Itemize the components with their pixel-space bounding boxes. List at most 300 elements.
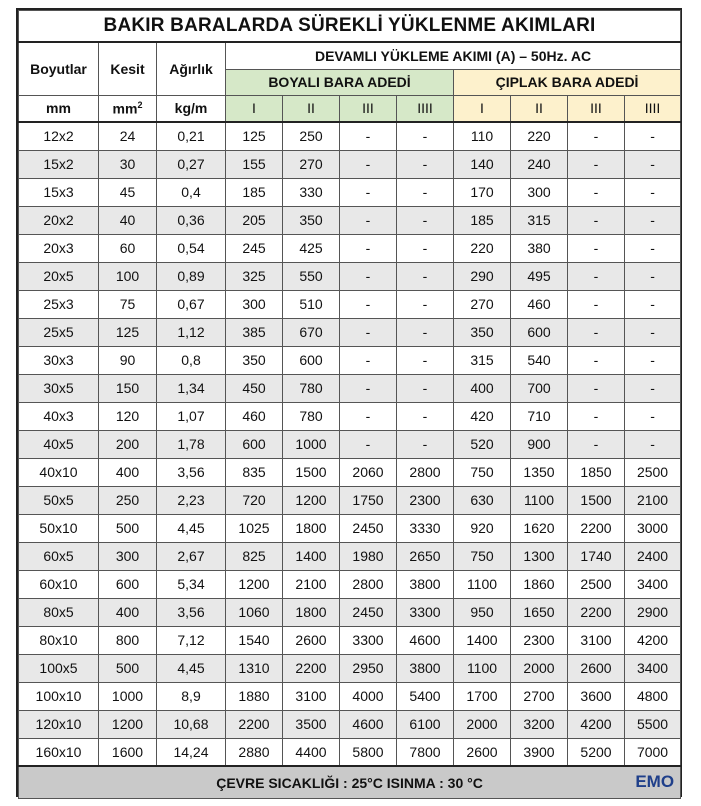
cell-painted-1: 2200 <box>226 710 283 738</box>
cell-kesit: 90 <box>99 346 157 374</box>
table-row <box>19 570 681 598</box>
cell-bare-1: 2600 <box>454 738 511 766</box>
cell-boyut: 60x10 <box>19 570 99 598</box>
cell-bare-3: 3100 <box>568 626 625 654</box>
cell-painted-3: 2800 <box>340 570 397 598</box>
cell-painted-4: - <box>397 262 454 290</box>
painted-sub-3: III <box>340 95 397 122</box>
cell-painted-3: 2950 <box>340 654 397 682</box>
cell-painted-1: 185 <box>226 178 283 206</box>
cell-agirlik: 0,36 <box>157 206 226 234</box>
cell-agirlik: 0,27 <box>157 150 226 178</box>
unit-kesit <box>99 95 157 122</box>
cell-bare-2: 540 <box>511 346 568 374</box>
cell-agirlik: 5,34 <box>157 570 226 598</box>
cell-boyut: 50x10 <box>19 514 99 542</box>
cell-bare-1: 1700 <box>454 682 511 710</box>
cell-painted-3: 4000 <box>340 682 397 710</box>
cell-painted-1: 450 <box>226 374 283 402</box>
cell-boyut: 40x5 <box>19 430 99 458</box>
cell-bare-2: 2000 <box>511 654 568 682</box>
cell-bare-4: - <box>625 402 681 430</box>
cell-bare-4: - <box>625 318 681 346</box>
cell-painted-4: - <box>397 346 454 374</box>
cell-bare-4: - <box>625 374 681 402</box>
cell-bare-2: 240 <box>511 150 568 178</box>
cell-bare-2: 700 <box>511 374 568 402</box>
cell-agirlik: 2,23 <box>157 486 226 514</box>
cell-painted-1: 1540 <box>226 626 283 654</box>
bare-sub-1: I <box>454 95 511 122</box>
cell-bare-1: 920 <box>454 514 511 542</box>
table-row <box>19 626 681 654</box>
table-row <box>19 374 681 402</box>
table-row <box>19 682 681 710</box>
cell-painted-1: 300 <box>226 290 283 318</box>
cell-painted-4: - <box>397 402 454 430</box>
cell-agirlik: 1,78 <box>157 430 226 458</box>
cell-bare-1: 630 <box>454 486 511 514</box>
table-row <box>19 290 681 318</box>
cell-painted-2: 1200 <box>283 486 340 514</box>
table-row <box>19 738 681 766</box>
cell-boyut: 120x10 <box>19 710 99 738</box>
cell-bare-1: 185 <box>454 206 511 234</box>
table-row <box>19 206 681 234</box>
cell-painted-2: 1000 <box>283 430 340 458</box>
cell-painted-2: 3100 <box>283 682 340 710</box>
cell-painted-4: - <box>397 318 454 346</box>
cell-bare-2: 710 <box>511 402 568 430</box>
cell-kesit: 30 <box>99 150 157 178</box>
cell-boyut: 30x3 <box>19 346 99 374</box>
table-row <box>19 486 681 514</box>
cell-painted-1: 835 <box>226 458 283 486</box>
cell-boyut: 40x10 <box>19 458 99 486</box>
cell-painted-1: 205 <box>226 206 283 234</box>
cell-painted-4: 6100 <box>397 710 454 738</box>
cell-painted-1: 600 <box>226 430 283 458</box>
cell-bare-4: 4200 <box>625 626 681 654</box>
cell-painted-1: 460 <box>226 402 283 430</box>
cell-boyut: 60x5 <box>19 542 99 570</box>
cell-bare-3: - <box>568 430 625 458</box>
cell-bare-4: - <box>625 206 681 234</box>
cell-boyut: 15x3 <box>19 178 99 206</box>
cell-painted-3: - <box>340 402 397 430</box>
cell-painted-2: 2600 <box>283 626 340 654</box>
cell-agirlik: 0,4 <box>157 178 226 206</box>
table-row <box>19 178 681 206</box>
unit-boyutlar: mm <box>19 95 99 122</box>
cell-painted-3: - <box>340 290 397 318</box>
cell-painted-1: 245 <box>226 234 283 262</box>
cell-boyut: 20x5 <box>19 262 99 290</box>
table-row <box>19 402 681 430</box>
cell-bare-1: 750 <box>454 458 511 486</box>
col-header-kesit: Kesit <box>99 42 157 95</box>
cell-kesit: 1200 <box>99 710 157 738</box>
cell-painted-2: 670 <box>283 318 340 346</box>
cell-painted-2: 350 <box>283 206 340 234</box>
cell-painted-3: - <box>340 346 397 374</box>
cell-bare-4: - <box>625 178 681 206</box>
table-row <box>19 234 681 262</box>
cell-painted-2: 250 <box>283 122 340 150</box>
cell-agirlik: 0,67 <box>157 290 226 318</box>
cell-agirlik: 0,54 <box>157 234 226 262</box>
cell-painted-2: 550 <box>283 262 340 290</box>
cell-bare-4: 2900 <box>625 598 681 626</box>
cell-painted-2: 780 <box>283 374 340 402</box>
cell-boyut: 100x5 <box>19 654 99 682</box>
cell-painted-1: 720 <box>226 486 283 514</box>
table-row <box>19 262 681 290</box>
cell-painted-2: 1500 <box>283 458 340 486</box>
emo-logo: EMO <box>635 772 675 791</box>
cell-bare-4: 3400 <box>625 654 681 682</box>
cell-bare-3: - <box>568 178 625 206</box>
cell-painted-3: 4600 <box>340 710 397 738</box>
cell-kesit: 60 <box>99 234 157 262</box>
cell-agirlik: 1,07 <box>157 402 226 430</box>
cell-agirlik: 0,21 <box>157 122 226 150</box>
cell-painted-3: - <box>340 206 397 234</box>
cell-painted-1: 2880 <box>226 738 283 766</box>
cell-painted-4: 2800 <box>397 458 454 486</box>
cell-agirlik: 3,56 <box>157 458 226 486</box>
cell-painted-1: 350 <box>226 346 283 374</box>
cell-painted-4: - <box>397 430 454 458</box>
cell-painted-3: - <box>340 262 397 290</box>
cell-painted-1: 1200 <box>226 570 283 598</box>
cell-bare-1: 220 <box>454 234 511 262</box>
cell-bare-4: - <box>625 346 681 374</box>
cell-painted-1: 1310 <box>226 654 283 682</box>
cell-painted-1: 1880 <box>226 682 283 710</box>
cell-painted-4: 5400 <box>397 682 454 710</box>
cell-bare-2: 1860 <box>511 570 568 598</box>
cell-bare-1: 1100 <box>454 570 511 598</box>
cell-painted-3: 3300 <box>340 626 397 654</box>
cell-bare-3: - <box>568 374 625 402</box>
cell-bare-4: 7000 <box>625 738 681 766</box>
cell-boyut: 15x2 <box>19 150 99 178</box>
cell-painted-4: 3800 <box>397 570 454 598</box>
cell-kesit: 40 <box>99 206 157 234</box>
cell-bare-1: 140 <box>454 150 511 178</box>
cell-kesit: 125 <box>99 318 157 346</box>
cell-bare-2: 2700 <box>511 682 568 710</box>
cell-painted-4: 3330 <box>397 514 454 542</box>
table-row <box>19 514 681 542</box>
cell-bare-4: 2100 <box>625 486 681 514</box>
table-row <box>19 346 681 374</box>
cell-bare-3: 1740 <box>568 542 625 570</box>
painted-sub-4: IIII <box>397 95 454 122</box>
cell-bare-2: 3200 <box>511 710 568 738</box>
cell-painted-4: 7800 <box>397 738 454 766</box>
cell-painted-4: - <box>397 374 454 402</box>
cell-painted-3: 5800 <box>340 738 397 766</box>
table-row <box>19 710 681 738</box>
cell-kesit: 120 <box>99 402 157 430</box>
cell-painted-1: 1025 <box>226 514 283 542</box>
cell-bare-2: 315 <box>511 206 568 234</box>
cell-kesit: 1600 <box>99 738 157 766</box>
cell-painted-4: 2300 <box>397 486 454 514</box>
painted-sub-2: II <box>283 95 340 122</box>
cell-bare-4: - <box>625 430 681 458</box>
cell-painted-3: 2450 <box>340 598 397 626</box>
cell-boyut: 20x3 <box>19 234 99 262</box>
cell-painted-2: 510 <box>283 290 340 318</box>
cell-agirlik: 0,89 <box>157 262 226 290</box>
cell-bare-2: 495 <box>511 262 568 290</box>
cell-bare-2: 2300 <box>511 626 568 654</box>
cell-boyut: 80x10 <box>19 626 99 654</box>
cell-bare-2: 300 <box>511 178 568 206</box>
cell-bare-4: 5500 <box>625 710 681 738</box>
table-body <box>19 122 681 766</box>
cell-kesit: 100 <box>99 262 157 290</box>
cell-boyut: 160x10 <box>19 738 99 766</box>
cell-bare-3: 2500 <box>568 570 625 598</box>
cell-painted-3: 1750 <box>340 486 397 514</box>
cell-bare-1: 110 <box>454 122 511 150</box>
cell-painted-4: 4600 <box>397 626 454 654</box>
table-row <box>19 122 681 150</box>
cell-agirlik: 1,34 <box>157 374 226 402</box>
cell-painted-2: 425 <box>283 234 340 262</box>
cell-painted-2: 2200 <box>283 654 340 682</box>
cell-bare-3: - <box>568 318 625 346</box>
unit-kesit-base: mm <box>112 100 138 117</box>
cell-boyut: 100x10 <box>19 682 99 710</box>
footer-conditions: ÇEVRE SICAKLIĞI : 25°C ISINMA : 30 °C <box>216 774 483 791</box>
cell-bare-4: - <box>625 262 681 290</box>
cell-painted-3: - <box>340 150 397 178</box>
cell-painted-2: 780 <box>283 402 340 430</box>
cell-painted-3: - <box>340 318 397 346</box>
cell-agirlik: 14,24 <box>157 738 226 766</box>
cell-bare-4: 3000 <box>625 514 681 542</box>
cell-bare-2: 1100 <box>511 486 568 514</box>
cell-painted-4: - <box>397 206 454 234</box>
cell-agirlik: 8,9 <box>157 682 226 710</box>
cell-bare-2: 1620 <box>511 514 568 542</box>
cell-painted-2: 1400 <box>283 542 340 570</box>
cell-boyut: 40x3 <box>19 402 99 430</box>
bare-sub-4: IIII <box>625 95 681 122</box>
cell-bare-1: 290 <box>454 262 511 290</box>
cell-boyut: 25x5 <box>19 318 99 346</box>
cell-bare-3: 2200 <box>568 598 625 626</box>
col-header-boyutlar: Boyutlar <box>19 42 99 95</box>
cell-kesit: 75 <box>99 290 157 318</box>
cell-bare-3: 3600 <box>568 682 625 710</box>
cell-bare-2: 220 <box>511 122 568 150</box>
cell-bare-1: 1400 <box>454 626 511 654</box>
cell-painted-2: 1800 <box>283 598 340 626</box>
cell-painted-4: - <box>397 150 454 178</box>
unit-kesit-sup: 2 <box>137 99 143 110</box>
cell-bare-3: - <box>568 290 625 318</box>
cell-painted-3: - <box>340 178 397 206</box>
cell-painted-4: - <box>397 122 454 150</box>
cell-kesit: 250 <box>99 486 157 514</box>
cell-kesit: 500 <box>99 654 157 682</box>
cell-bare-4: - <box>625 122 681 150</box>
cell-kesit: 400 <box>99 598 157 626</box>
cell-painted-4: 2650 <box>397 542 454 570</box>
cell-painted-4: - <box>397 290 454 318</box>
cell-painted-4: - <box>397 178 454 206</box>
table-row <box>19 430 681 458</box>
cell-bare-2: 380 <box>511 234 568 262</box>
cell-kesit: 45 <box>99 178 157 206</box>
cell-bare-3: 4200 <box>568 710 625 738</box>
cell-bare-3: 1850 <box>568 458 625 486</box>
cell-painted-3: - <box>340 122 397 150</box>
unit-agirlik: kg/m <box>157 95 226 122</box>
ampacity-table <box>18 10 681 799</box>
cell-bare-3: - <box>568 262 625 290</box>
cell-painted-4: - <box>397 234 454 262</box>
table-row <box>19 654 681 682</box>
cell-boyut: 80x5 <box>19 598 99 626</box>
cell-boyut: 12x2 <box>19 122 99 150</box>
cell-bare-1: 950 <box>454 598 511 626</box>
cell-painted-3: - <box>340 430 397 458</box>
cell-bare-4: - <box>625 234 681 262</box>
cell-agirlik: 3,56 <box>157 598 226 626</box>
cell-bare-1: 315 <box>454 346 511 374</box>
cell-painted-3: - <box>340 234 397 262</box>
table-title: BAKIR BARALARDA SÜREKLİ YÜKLENME AKIMLARI <box>19 11 681 43</box>
cell-bare-3: 2200 <box>568 514 625 542</box>
ampacity-table-frame <box>16 8 682 797</box>
bare-sub-2: II <box>511 95 568 122</box>
cell-bare-3: - <box>568 122 625 150</box>
table-row <box>19 318 681 346</box>
cell-kesit: 200 <box>99 430 157 458</box>
cell-bare-1: 1100 <box>454 654 511 682</box>
cell-agirlik: 2,67 <box>157 542 226 570</box>
cell-kesit: 800 <box>99 626 157 654</box>
cell-painted-1: 1060 <box>226 598 283 626</box>
cell-agirlik: 7,12 <box>157 626 226 654</box>
cell-boyut: 30x5 <box>19 374 99 402</box>
cell-kesit: 1000 <box>99 682 157 710</box>
cell-bare-1: 400 <box>454 374 511 402</box>
cell-bare-3: - <box>568 206 625 234</box>
cell-painted-1: 385 <box>226 318 283 346</box>
cell-painted-4: 3800 <box>397 654 454 682</box>
cell-bare-1: 2000 <box>454 710 511 738</box>
cell-kesit: 600 <box>99 570 157 598</box>
cell-painted-3: 1980 <box>340 542 397 570</box>
cell-painted-2: 1800 <box>283 514 340 542</box>
cell-boyut: 50x5 <box>19 486 99 514</box>
table-row <box>19 150 681 178</box>
current-group-header <box>226 42 681 69</box>
cell-painted-2: 3500 <box>283 710 340 738</box>
cell-agirlik: 1,12 <box>157 318 226 346</box>
table-footer <box>19 766 681 799</box>
bare-group-header: ÇIPLAK BARA ADEDİ <box>454 69 681 95</box>
cell-painted-1: 125 <box>226 122 283 150</box>
cell-kesit: 400 <box>99 458 157 486</box>
table-row <box>19 598 681 626</box>
cell-painted-1: 825 <box>226 542 283 570</box>
cell-kesit: 150 <box>99 374 157 402</box>
cell-agirlik: 4,45 <box>157 514 226 542</box>
bare-sub-3: III <box>568 95 625 122</box>
cell-bare-2: 1350 <box>511 458 568 486</box>
cell-bare-3: 1500 <box>568 486 625 514</box>
cell-bare-3: 2600 <box>568 654 625 682</box>
cell-bare-2: 460 <box>511 290 568 318</box>
cell-bare-4: - <box>625 290 681 318</box>
cell-bare-3: - <box>568 234 625 262</box>
cell-bare-4: 2500 <box>625 458 681 486</box>
cell-bare-4: 2400 <box>625 542 681 570</box>
painted-sub-1: I <box>226 95 283 122</box>
cell-bare-1: 170 <box>454 178 511 206</box>
cell-bare-4: 4800 <box>625 682 681 710</box>
cell-kesit: 300 <box>99 542 157 570</box>
cell-bare-3: - <box>568 150 625 178</box>
col-header-agirlik: Ağırlık <box>157 42 226 95</box>
cell-agirlik: 0,8 <box>157 346 226 374</box>
cell-painted-1: 325 <box>226 262 283 290</box>
cell-painted-2: 330 <box>283 178 340 206</box>
cell-bare-2: 1650 <box>511 598 568 626</box>
cell-boyut: 25x3 <box>19 290 99 318</box>
cell-painted-4: 3300 <box>397 598 454 626</box>
painted-group-header: BOYALI BARA ADEDİ <box>226 69 454 95</box>
cell-kesit: 24 <box>99 122 157 150</box>
cell-bare-1: 350 <box>454 318 511 346</box>
cell-agirlik: 10,68 <box>157 710 226 738</box>
table-row <box>19 542 681 570</box>
cell-bare-2: 1300 <box>511 542 568 570</box>
cell-bare-1: 520 <box>454 430 511 458</box>
cell-bare-2: 600 <box>511 318 568 346</box>
cell-bare-1: 750 <box>454 542 511 570</box>
current-group-label: DEVAMLI YÜKLEME AKIMI (A) – 50Hz. AC <box>314 47 592 64</box>
cell-painted-3: 2450 <box>340 514 397 542</box>
cell-bare-3: - <box>568 346 625 374</box>
cell-bare-2: 3900 <box>511 738 568 766</box>
cell-bare-1: 270 <box>454 290 511 318</box>
cell-bare-4: 3400 <box>625 570 681 598</box>
cell-painted-3: 2060 <box>340 458 397 486</box>
cell-kesit: 500 <box>99 514 157 542</box>
cell-boyut: 20x2 <box>19 206 99 234</box>
cell-painted-1: 155 <box>226 150 283 178</box>
cell-painted-2: 2100 <box>283 570 340 598</box>
table-row <box>19 458 681 486</box>
cell-bare-3: 5200 <box>568 738 625 766</box>
cell-bare-3: - <box>568 402 625 430</box>
cell-agirlik: 4,45 <box>157 654 226 682</box>
cell-bare-4: - <box>625 150 681 178</box>
cell-painted-3: - <box>340 374 397 402</box>
cell-bare-1: 420 <box>454 402 511 430</box>
cell-bare-2: 900 <box>511 430 568 458</box>
